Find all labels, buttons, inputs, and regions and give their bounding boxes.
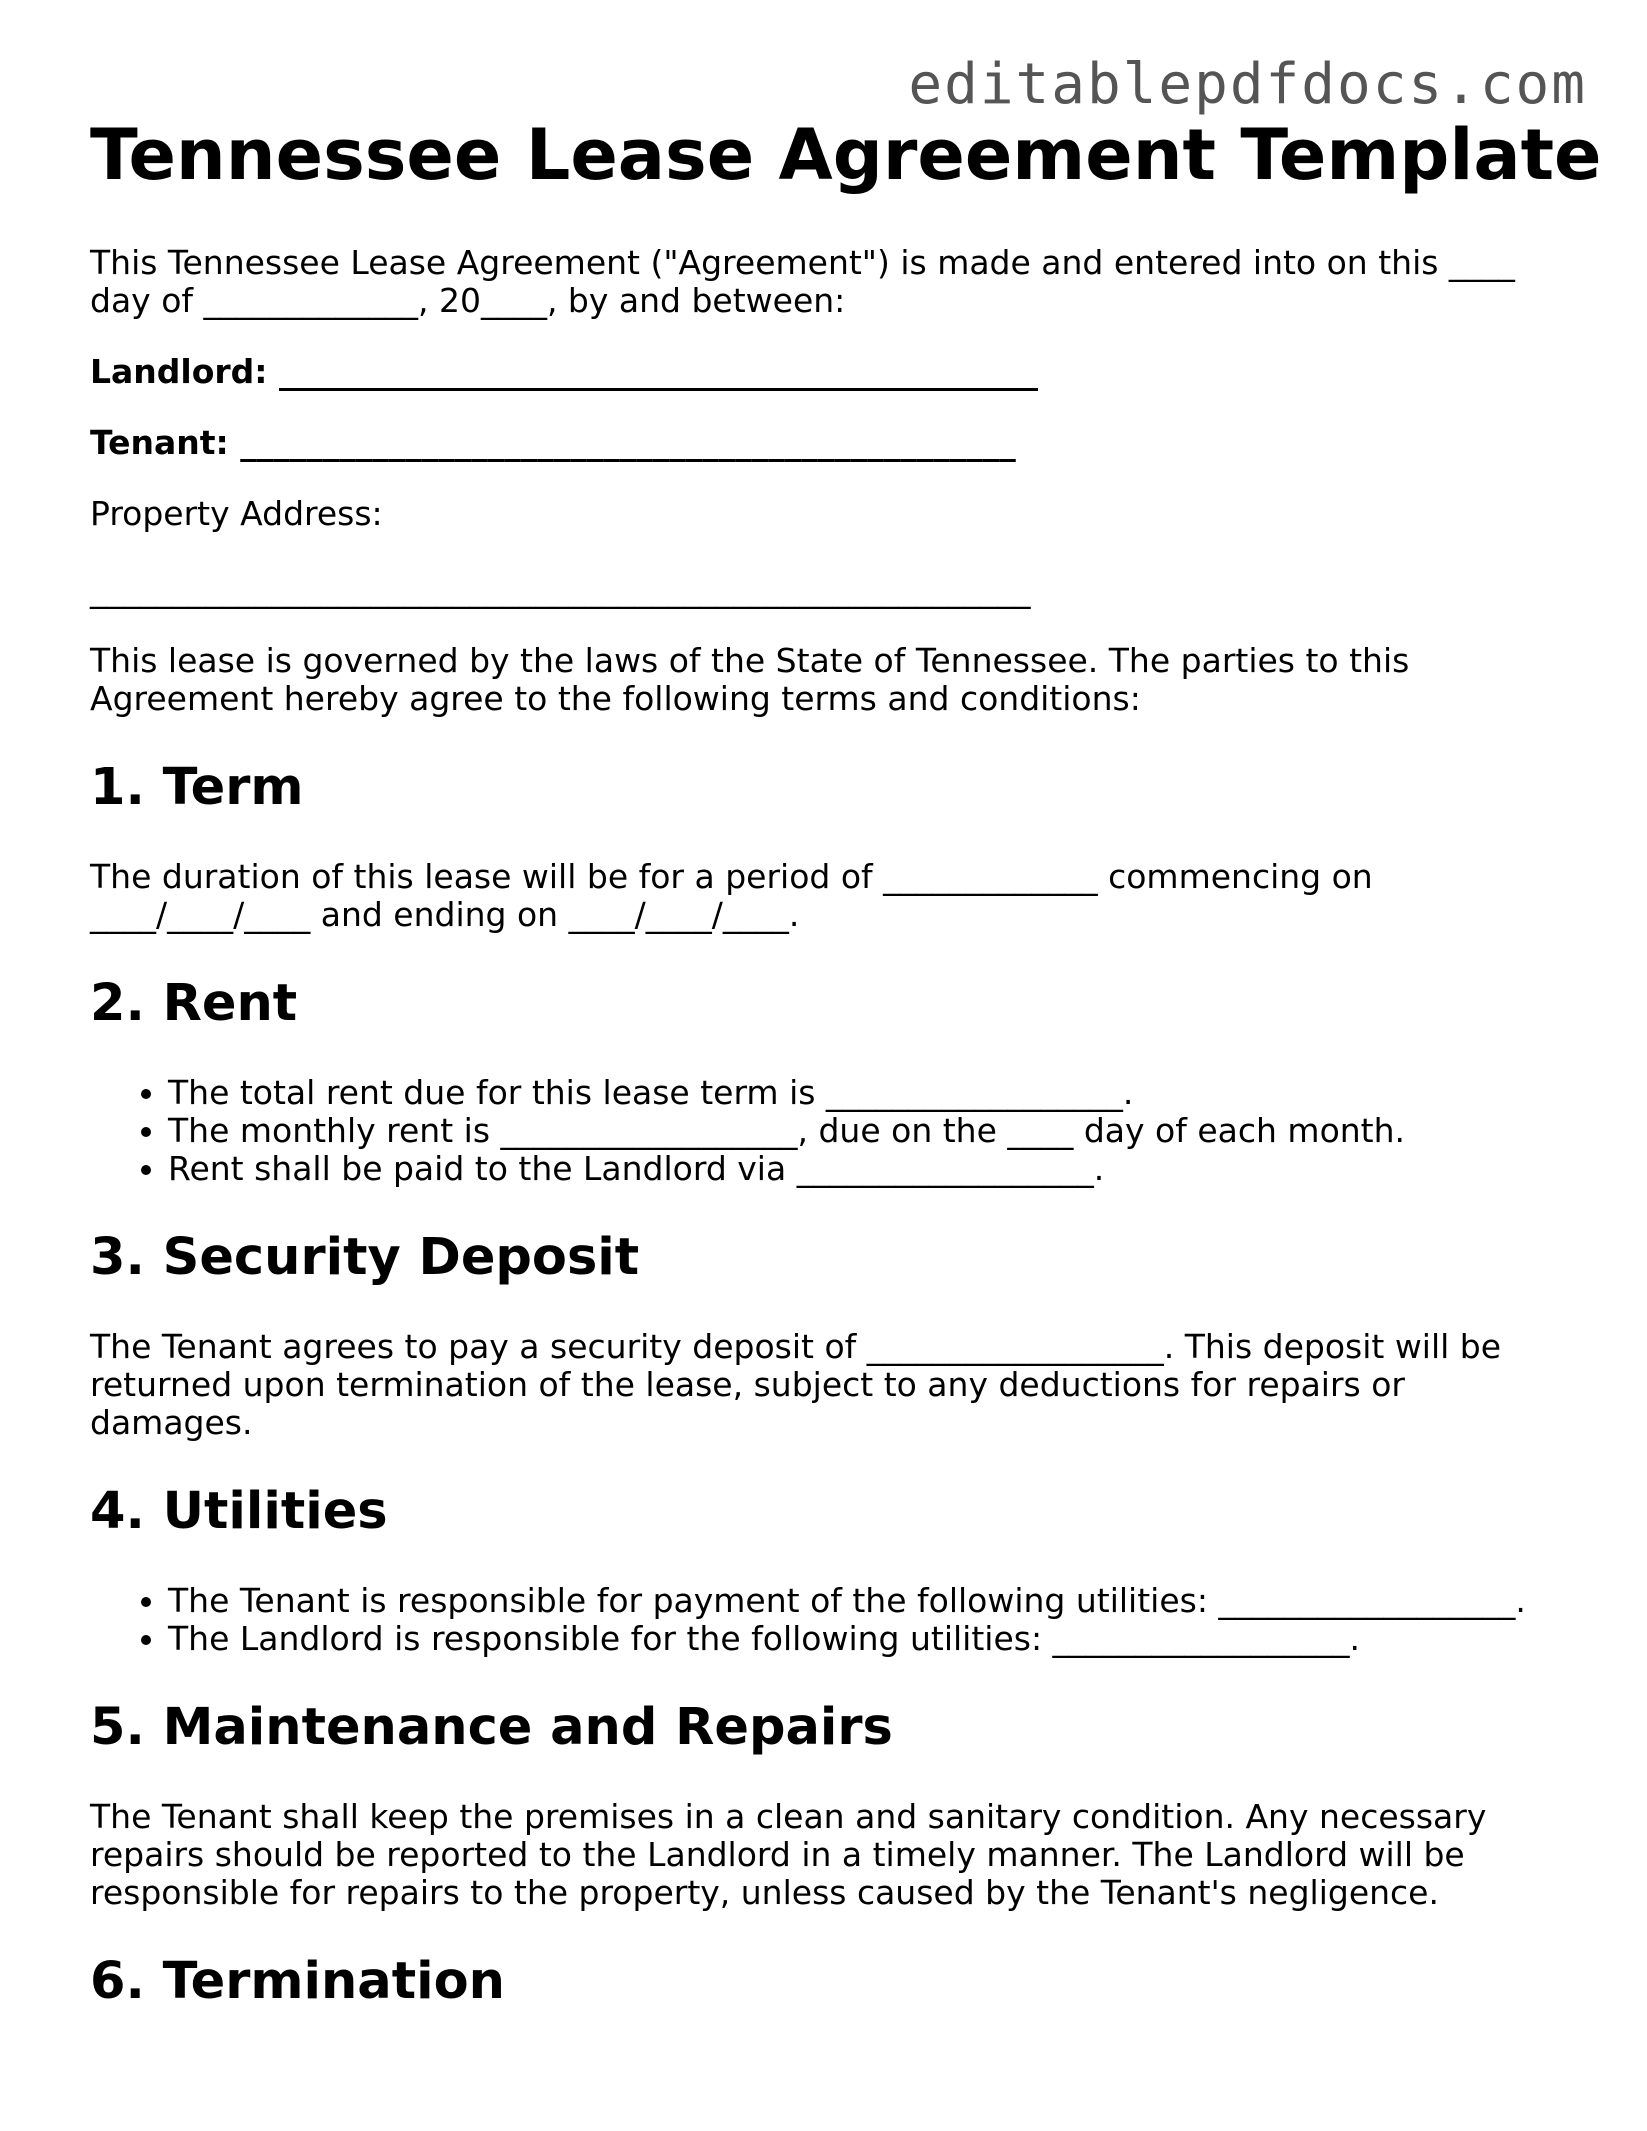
document-title: Tennessee Lease Agreement Template — [90, 114, 1602, 196]
intro-paragraph: This Tennessee Lease Agreement ("Agreement") is made and entered into on this ____ day of _____________, 20____, by and between: — [90, 243, 1515, 320]
list-item: • The Tenant is responsible for payment of the following utilities: __________________. — [168, 1582, 1560, 1620]
rent-list — [90, 1074, 1560, 1188]
property-address-label: Property Address: — [90, 494, 383, 533]
section-term-heading: 1. Term — [90, 758, 304, 817]
governing-law-paragraph: This lease is governed by the laws of the State of Tennessee. The parties to this Agreement hereby agree to the following terms and conditions: — [90, 641, 1410, 718]
property-address-blank: _________________________________________________________ — [90, 570, 1031, 609]
section-term-body: The duration of this lease will be for a period of _____________ commencing on ____/____/____ and ending on ____/____/____. — [90, 857, 1373, 934]
section-security-heading: 3. Security Deposit — [90, 1228, 640, 1287]
site-watermark: editablepdfdocs.com — [908, 52, 1587, 117]
section-maintenance-body: The Tenant shall keep the premises in a clean and sanitary condition. Any necessary repairs should be reported to the Landlord in a timely manner. The Landlord will be responsible for repairs to the property, unless caused by the Tenant's negligence. — [90, 1797, 1487, 1912]
document-page — [90, 110, 1602, 2012]
list-item: • Rent shall be paid to the Landlord via __________________. — [168, 1150, 1560, 1188]
list-item: • The monthly rent is __________________, due on the ____ day of each month. — [168, 1112, 1560, 1150]
tenant-field: Tenant: _______________________________________________ — [90, 423, 1016, 462]
section-security-body: The Tenant agrees to pay a security deposit of __________________. This deposit will be returned upon termination of the lease, subject to any deductions for repairs or damages. — [90, 1327, 1502, 1442]
list-item: • The total rent due for this lease term is __________________. — [168, 1074, 1560, 1112]
list-item: • The Landlord is responsible for the following utilities: __________________. — [168, 1620, 1560, 1658]
landlord-field: Landlord: ______________________________________________ — [90, 352, 1038, 391]
section-termination-heading: 6. Termination — [90, 1952, 505, 2011]
section-rent-heading: 2. Rent — [90, 974, 298, 1033]
utilities-list — [90, 1582, 1560, 1658]
section-utilities-heading: 4. Utilities — [90, 1482, 388, 1541]
section-maintenance-heading: 5. Maintenance and Repairs — [90, 1698, 893, 1757]
